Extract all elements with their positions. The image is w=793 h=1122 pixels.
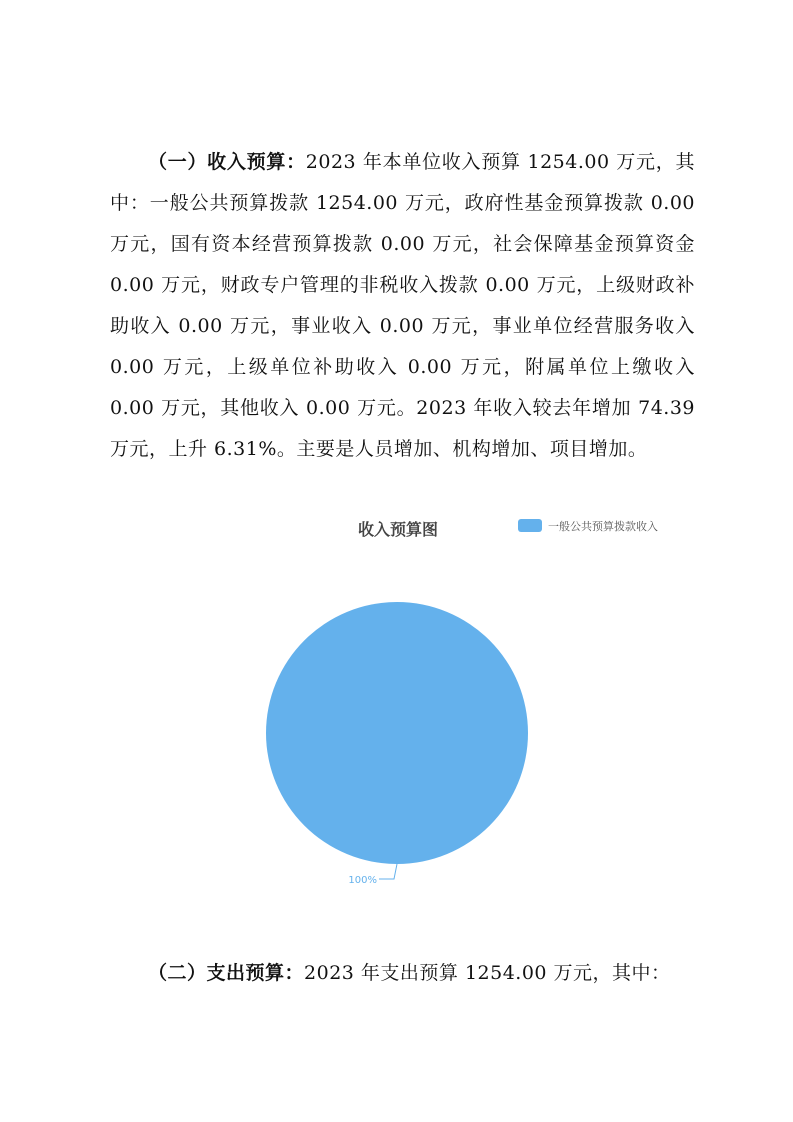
pie-slice [266,602,528,864]
slice-data-label: 100% [348,875,377,886]
legend-label: 一般公共预算拨款收入 [548,520,658,533]
chart-title: 收入预算图 [357,520,439,539]
slice-leader-line [379,864,397,879]
income-budget-heading: （一）收入预算： [148,151,306,173]
income-budget-paragraph [110,142,695,470]
legend-swatch [518,519,542,532]
pie-group [266,602,528,886]
expense-budget-text: 2023 年支出预算 1254.00 万元，其中： [304,962,671,984]
expense-budget-heading: （二）支出预算： [148,962,305,984]
expense-budget-paragraph [110,953,695,994]
income-budget-text: 2023 年本单位收入预算 1254.00 万元，其中：一般公共预算拨款 1254.00 万元，政府性基金预算拨款 0.00 万元，国有资本经营预算拨款 0.00 万元，社会保障基金预算资金 0.00 万元，财政专户管理的非税收入拨款 0.00 万元，上级财政补助收入 0.00 万元，事业收入 0.00 万元，事业单位经营服务收入 0.00 万元，上级单位补助收入 0.00 万元，附属单位上缴收入 0.00 万元，其他收入 0.00 万元。2023 年收入较去年增加 74.39 万元，上升 6.31%。主要是人员增加、机构增加、项目增加。 [110,151,695,460]
